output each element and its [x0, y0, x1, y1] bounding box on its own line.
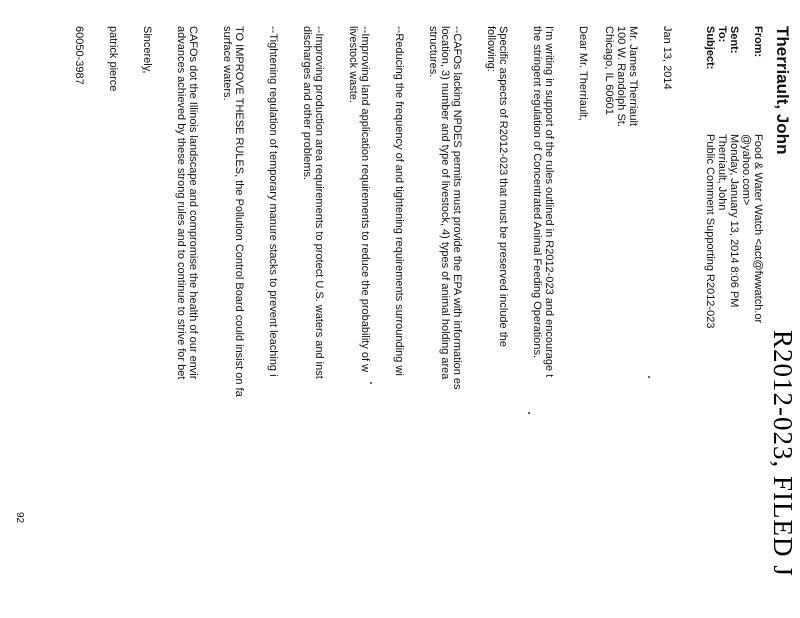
item-1-line-3: structures.: [427, 26, 439, 78]
closing-line-1: CAFOs dot the Illinois landscape and compromise the health of our envir: [187, 26, 199, 380]
item-2-line-1: --Reducing the frequency of and tightening requirements surrounding wi: [393, 26, 405, 376]
item-1-line-1: --CAFOs lacking NPDES permits must provide the EPA with information es: [451, 26, 463, 390]
item-1-line-2: location, 3) number and type of livestock, 4) types of animal holding area: [439, 26, 451, 380]
header-value: Food & Water Watch <act@fwwatch.or: [752, 134, 764, 324]
closing-line-2: advances achieved by these strong rules and to continue to strive for bet: [175, 26, 187, 380]
item-5-line-1: --Tightening regulation of temporary manure stacks to prevent leaching i: [267, 26, 279, 377]
item-4-line-2: discharges and other problems.: [301, 26, 313, 181]
header-label: From:: [752, 26, 764, 58]
header-label: Sent:: [728, 26, 740, 54]
scan-speck: [370, 382, 372, 384]
salutation: Dear Mr. Therriault,: [577, 26, 589, 121]
email-sender-name: Therriault, John: [773, 26, 792, 155]
scan-speck: [528, 412, 530, 414]
item-3-line-1: --Improving land application requirements to reduce the probability of w: [359, 26, 371, 373]
letter-date: Jan 13, 2014: [661, 26, 673, 90]
signature-zip: 60050-3987: [73, 26, 85, 85]
header-value: Monday, January 13, 2014 8:06 PM: [728, 134, 740, 308]
header-value: Therriault, John: [716, 134, 728, 211]
aspects-intro-line-2: following:: [485, 26, 497, 72]
recipient-line-1: Mr. James Therriault: [627, 26, 639, 127]
filing-stamp: R2012-023, FILED J: [768, 330, 798, 577]
recipient-line-2: 100 W. Randolph St.: [615, 26, 627, 127]
header-label: To:: [716, 26, 728, 43]
signoff: Sincerely,: [141, 26, 153, 74]
recipient-line-3: Chicago, IL 60601: [603, 26, 615, 115]
header-value: Public Comment Supporting R2012-023: [704, 134, 716, 329]
intro-line-2: the stringent regulation of Concentrated Animal Feeding Operations.: [531, 26, 543, 359]
page-number: 92: [14, 512, 25, 524]
intro-line-1: I'm writing in support of the rules outlined in R2012-023 and encourage t: [543, 26, 555, 378]
improve-line-2: surface waters.: [221, 26, 233, 101]
aspects-intro-line-1: Specific aspects of R2012-023 that must be preserved include the: [497, 26, 509, 348]
signature-name: patrick pierce: [107, 26, 119, 92]
header-label: Subject:: [704, 26, 716, 70]
improve-line-1: TO IMPROVE THESE RULES, the Pollution Control Board could insist on fa: [233, 26, 245, 397]
scan-speck: [648, 376, 650, 378]
item-4-line-1: --Improving production area requirements to protect U.S. waters and inst: [313, 26, 325, 379]
item-3-line-2: livestock waste.: [347, 26, 359, 104]
header-value: @yahoo.com>: [740, 134, 752, 206]
